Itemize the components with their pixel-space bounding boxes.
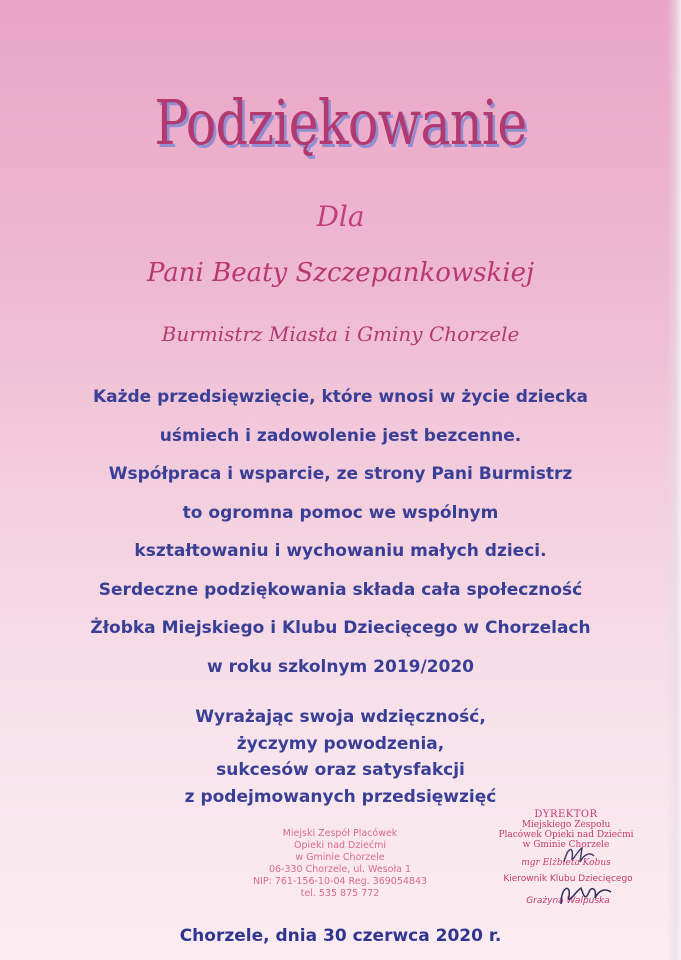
message-line: Żłobka Miejskiego i Klubu Dziecięcego w Chorzelach xyxy=(90,618,591,638)
wish-line: sukcesów oraz satysfakcji xyxy=(216,760,465,780)
wish-line: życzymy powodzenia, xyxy=(236,733,445,754)
wish-line: Wyrażając swoja wdzięczność, xyxy=(195,707,486,727)
message-line: Każde przedsięwzięcie, które wnosi w życie dziecka xyxy=(92,387,589,407)
recipient-role: Burmistrz Miasta i Gminy Chorzele xyxy=(161,322,520,346)
certificate-title: Podziękowanie xyxy=(154,86,527,159)
director-stamp-line: w Gminie Chorzele xyxy=(522,840,610,850)
stamp-line: tel. 535 875 772 xyxy=(300,888,380,899)
wishes-block xyxy=(0,704,681,810)
message-line: w roku szkolnym 2019/2020 xyxy=(206,656,475,677)
stamp-line: w Gminie Chorzele xyxy=(295,852,385,863)
message-line: Współpraca i wsparcie, ze strony Pani Burmistrz xyxy=(108,464,573,484)
stamp-line: Opieki nad Dziećmi xyxy=(294,840,386,851)
director-stamp-line: Miejskiego Zespołu xyxy=(521,820,611,830)
message-line: kształtowaniu i wychowaniu małych dzieci. xyxy=(134,541,547,561)
stamp-line: NIP: 761-156-10-04 Reg. 369054843 xyxy=(252,876,428,887)
recipient-name: Pani Beaty Szczepankowskiej xyxy=(146,258,535,288)
wish-line: z podejmowanych przedsięwzięć xyxy=(184,786,497,807)
director-name: mgr Elżbieta Kobus xyxy=(521,858,611,868)
message-line: to ogromna pomoc we wspólnym xyxy=(182,502,499,523)
stamp-line: 06-330 Chorzele, ul. Wesoła 1 xyxy=(268,864,412,875)
message-line: uśmiech i zadowolenie jest bezcenne. xyxy=(159,425,522,446)
message-body xyxy=(0,378,681,686)
dedication-label: Dla xyxy=(316,200,365,233)
director-stamp-line: Placówek Opieki nad Dziećmi xyxy=(498,830,634,840)
director-title: DYREKTOR xyxy=(534,809,598,820)
message-line: Serdeczne podziękowania składa cała społeczność xyxy=(98,579,583,600)
stamp-line: Miejski Zespół Placówek xyxy=(282,828,398,839)
coordinator-signature xyxy=(555,880,615,910)
coordinator-name: Grażyna Walpuska xyxy=(526,896,610,906)
institution-stamp xyxy=(240,828,440,900)
director-signature xyxy=(560,842,598,868)
coordinator-title: Kierownik Klubu Dziecięcego xyxy=(503,874,633,884)
place-and-date: Chorzele, dnia 30 czerwca 2020 r. xyxy=(179,926,502,946)
